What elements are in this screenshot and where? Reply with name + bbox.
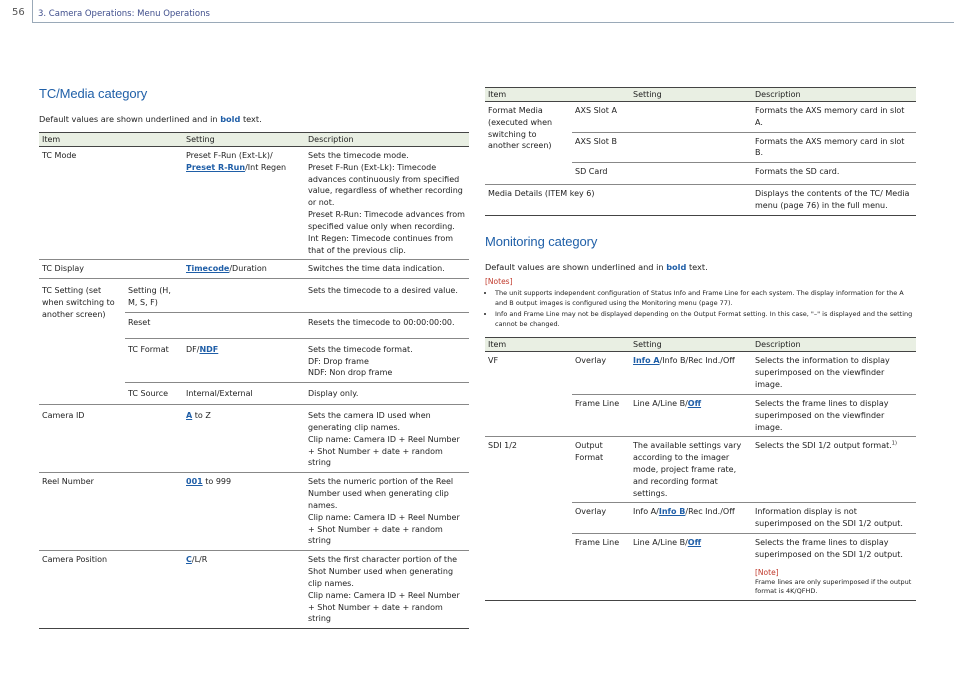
column-header-item: Item	[485, 338, 630, 352]
sub-item-cell: Output Format	[572, 437, 630, 503]
setting-cell: DF/NDF	[183, 338, 305, 382]
setting-cell: Info A/Info B/Rec Ind./Off	[630, 352, 752, 394]
description-cell: Formats the SD card.	[752, 163, 916, 185]
description-cell: Sets the timecode mode. Preset F-Run (Ext-Lk): Timecode advances continuously from specified value, regardless of whether recording or not. Preset R-Run: Timecode advances from specified value only when recording. Int Regen: Timecode continues from that of the previous clip.	[305, 147, 469, 260]
header-rule	[32, 22, 954, 23]
monitoring-heading: Monitoring category	[485, 233, 598, 249]
table-row-tc-display	[39, 260, 469, 279]
column-header-setting: Setting	[183, 133, 305, 147]
setting-cell	[183, 312, 305, 338]
item-cell: Reel Number	[39, 473, 183, 551]
description-cell: Switches the time data indication.	[305, 260, 469, 279]
setting-cell: C/L/R	[183, 551, 305, 629]
table-header-row	[485, 88, 916, 102]
sub-item-cell: Frame Line	[572, 394, 630, 436]
sub-item-cell: Reset	[125, 312, 183, 338]
setting-cell: Line A/Line B/Off	[630, 534, 752, 601]
setting-cell: Timecode/Duration	[183, 260, 305, 279]
table-row-camera-position	[39, 551, 469, 629]
left-column	[39, 86, 469, 629]
sub-item-cell: Frame Line	[572, 534, 630, 601]
description-cell: Sets the camera ID used when generating clip names. Clip name: Camera ID + Reel Number + Shot Number + date + random string	[305, 405, 469, 473]
right-column	[485, 87, 916, 601]
sub-item-cell: Overlay	[572, 503, 630, 534]
note-item: • The unit supports independent configuration of Status Info and Frame Line for each system. The display information for the A and B output images is configured using the Monitoring menu (page 77).	[495, 288, 916, 309]
notes-block	[485, 276, 916, 330]
setting-cell: Preset F-Run (Ext-Lk)/ Preset R-Run/Int Regen	[183, 147, 305, 260]
description-cell: Formats the AXS memory card in slot A.	[752, 102, 916, 133]
cell-note-title: [Note]	[755, 567, 779, 577]
column-header-setting: Setting	[630, 338, 752, 352]
setting-cell	[630, 102, 752, 133]
tc-media-continued-table	[485, 87, 916, 216]
description-cell: Display only.	[305, 383, 469, 405]
table-row-vf-overlay	[485, 352, 916, 394]
description-cell: Resets the timecode to 00:00:00:00.	[305, 312, 469, 338]
description-cell: Sets the timecode format. DF: Drop frame NDF: Non drop frame	[305, 338, 469, 382]
description-cell: Selects the frame lines to display superimposed on the SDI 1/2 output. [Note] Frame lines are only superimposed if the output format is 4K/QFHD.	[752, 534, 916, 601]
page-header	[0, 0, 954, 24]
item-cell: Format Media (executed when switching to another screen)	[485, 102, 572, 185]
description-cell: Information display is not superimposed on the SDI 1/2 output.	[752, 503, 916, 534]
setting-cell	[183, 279, 305, 313]
cell-note-text: Frame lines are only superimposed if the output format is 4K/QFHD.	[755, 577, 912, 596]
column-header-item: Item	[485, 88, 630, 102]
sub-item-cell: AXS Slot B	[572, 132, 630, 163]
table-row-tc-setting	[39, 279, 469, 313]
description-cell: Selects the frame lines to display superimposed on the viewfinder image.	[752, 394, 916, 436]
table-row-tc-mode	[39, 147, 469, 260]
table-header-row	[485, 338, 916, 352]
item-cell: TC Mode	[39, 147, 183, 260]
description-cell: Sets the timecode to a desired value.	[305, 279, 469, 313]
header-divider	[32, 0, 33, 22]
description-cell: Displays the contents of the TC/ Media menu (page 76) in the full menu.	[752, 185, 916, 216]
notes-title: [Notes]	[485, 276, 513, 286]
table-row-camera-id	[39, 405, 469, 473]
description-cell: Sets the numeric portion of the Reel Number used when generating clip names. Clip name: Camera ID + Reel Number + Shot Number + date + random string	[305, 473, 469, 551]
page-number: 56	[12, 7, 25, 18]
monitoring-intro: Default values are shown underlined and in bold text.	[485, 261, 708, 272]
item-cell: Media Details (ITEM key 6)	[485, 185, 630, 216]
item-cell: Camera Position	[39, 551, 183, 629]
table-row-reel-number	[39, 473, 469, 551]
note-item: • Info and Frame Line may not be displayed depending on the Output Format setting. In this case, "–" is displayed and the setting cannot be changed.	[495, 309, 916, 330]
description-cell: Formats the AXS memory card in slot B.	[752, 132, 916, 163]
item-cell: SDI 1/2	[485, 437, 572, 600]
table-row-media-details	[485, 185, 916, 216]
table-header-row	[39, 133, 469, 147]
sub-item-cell: Setting (H, M, S, F)	[125, 279, 183, 313]
sub-item-cell: TC Format	[125, 338, 183, 382]
setting-cell: 001 to 999	[183, 473, 305, 551]
sub-item-cell: TC Source	[125, 383, 183, 405]
sub-item-cell: Overlay	[572, 352, 630, 394]
setting-cell	[630, 163, 752, 185]
setting-cell: Internal/External	[183, 383, 305, 405]
section-title: 3. Camera Operations: Menu Operations	[38, 9, 210, 19]
setting-cell: A to Z	[183, 405, 305, 473]
column-header-description: Description	[752, 88, 916, 102]
setting-cell	[630, 185, 752, 216]
description-cell: Selects the SDI 1/2 output format.$^{1)}$	[752, 437, 916, 503]
setting-cell: Line A/Line B/Off	[630, 394, 752, 436]
sub-item-cell: AXS Slot A	[572, 102, 630, 133]
description-cell: Selects the information to display superimposed on the viewfinder image.	[752, 352, 916, 394]
column-header-setting: Setting	[630, 88, 752, 102]
item-cell: VF	[485, 352, 572, 437]
tc-media-intro: Default values are shown underlined and in bold text.	[39, 114, 262, 124]
setting-cell: Info A/Info B/Rec Ind./Off	[630, 503, 752, 534]
item-cell: Camera ID	[39, 405, 183, 473]
table-row-sdi-output-format	[485, 437, 916, 503]
column-header-description: Description	[752, 338, 916, 352]
tc-media-table	[39, 132, 469, 629]
sub-item-cell: SD Card	[572, 163, 630, 185]
column-header-description: Description	[305, 133, 469, 147]
item-cell: TC Setting (set when switching to another screen)	[39, 279, 125, 405]
setting-cell: The available settings vary according to the imager mode, project frame rate, and recording format settings.	[630, 437, 752, 503]
table-row-axs-slot-a	[485, 102, 916, 133]
description-cell: Sets the first character portion of the Shot Number used when generating clip names. Clip name: Camera ID + Reel Number + Shot Number + date + random string	[305, 551, 469, 629]
monitoring-table	[485, 337, 916, 600]
tc-media-heading: TC/Media category	[39, 86, 148, 101]
item-cell: TC Display	[39, 260, 183, 279]
setting-cell	[630, 132, 752, 163]
column-header-item: Item	[39, 133, 183, 147]
